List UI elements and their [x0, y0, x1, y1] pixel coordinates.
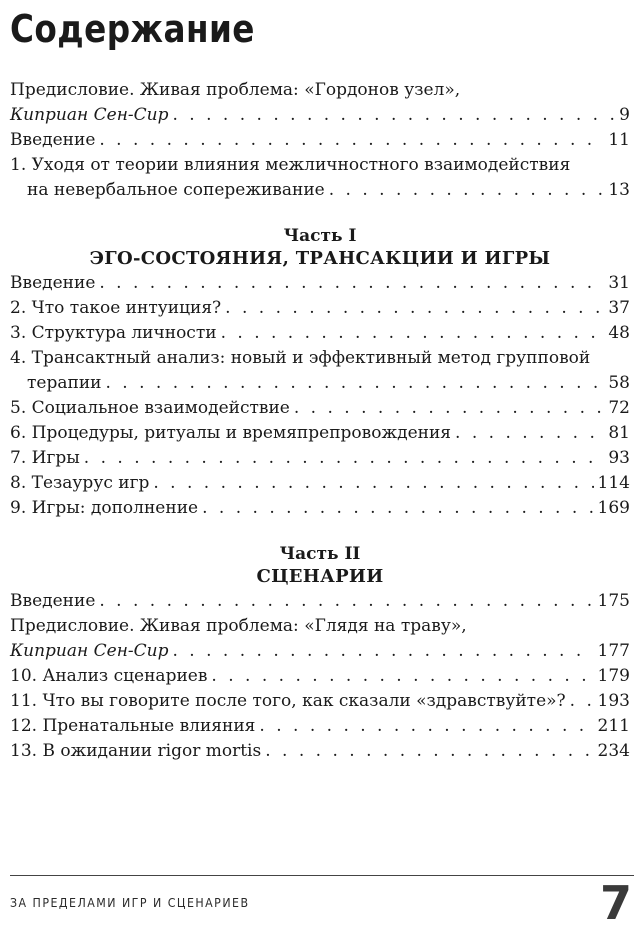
toc-entry-title: 8. Тезаурус игр: [10, 473, 150, 493]
toc-entry-first-line: Предисловие. Живая проблема: «Глядя на траву»,: [10, 616, 467, 636]
toc-entry[interactable]: [10, 271, 630, 296]
dot-leader: [99, 589, 593, 614]
dot-leader: [570, 689, 594, 714]
running-footer: ЗА ПРЕДЕЛАМИ ИГР И СЦЕНАРИЕВ: [10, 896, 250, 910]
toc-entry-title: Киприан Сен-Сир: [10, 105, 169, 125]
toc-entry-title: Киприан Сен-Сир: [10, 641, 169, 661]
toc-entry-page: 58: [608, 373, 630, 393]
dot-leader: [211, 664, 593, 689]
toc-entry-page: 169: [597, 498, 630, 518]
footer-divider: [10, 875, 634, 876]
toc-entry-page: 177: [597, 641, 630, 661]
toc-entry-page: 9: [619, 105, 630, 125]
dot-leader: [99, 128, 604, 153]
dot-leader: [294, 396, 604, 421]
dot-leader: [172, 639, 593, 664]
toc-entry-title: Введение: [10, 130, 96, 150]
front-matter-list: [10, 78, 630, 203]
toc-entry-title: 13. В ожидании rigor mortis: [10, 741, 262, 761]
dot-leader: [259, 714, 593, 739]
part-1-list: [10, 271, 630, 521]
dot-leader: [99, 271, 604, 296]
toc-entry[interactable]: [10, 446, 630, 471]
toc-entry-title: 9. Игры: дополнение: [10, 498, 199, 518]
toc-entry-page: 179: [597, 666, 630, 686]
toc-entry-page: 211: [597, 716, 630, 736]
toc-entry-page: 93: [608, 448, 630, 468]
toc-entry-title: 3. Структура личности: [10, 323, 217, 343]
table-of-contents: [10, 78, 630, 764]
toc-entry-title: 12. Пренатальные влияния: [10, 716, 256, 736]
toc-entry-page: 72: [608, 398, 630, 418]
toc-entry[interactable]: [10, 471, 630, 496]
toc-entry-title: 2. Что такое интуиция?: [10, 298, 222, 318]
toc-entry-title: терапии: [27, 373, 102, 393]
dot-leader: [172, 103, 615, 128]
dot-leader: [105, 371, 604, 396]
toc-entry-title: 6. Процедуры, ритуалы и времяпрепровождения: [10, 423, 452, 443]
toc-entry[interactable]: [10, 664, 630, 689]
toc-entry-title: Введение: [10, 591, 96, 611]
toc-entry-title: Введение: [10, 273, 96, 293]
page-number: 7: [599, 876, 632, 930]
toc-entry[interactable]: [10, 346, 630, 396]
toc-entry[interactable]: [10, 78, 630, 128]
toc-entry-title: на невербальное сопереживание: [27, 180, 325, 200]
page-title: Содержание: [10, 7, 255, 51]
part-1-label: Часть I: [283, 226, 357, 246]
part-1-title: ЭГО-СОСТОЯНИЯ, ТРАНСАКЦИИ И ИГРЫ: [89, 248, 551, 269]
toc-entry-page: 37: [608, 298, 630, 318]
part-2-label: Часть II: [279, 544, 361, 564]
toc-entry[interactable]: [10, 128, 630, 153]
dot-leader: [265, 739, 593, 764]
toc-entry-first-line: 4. Трансактный анализ: новый и эффективный метод групповой: [10, 348, 591, 368]
toc-entry-title: 10. Анализ сценариев: [10, 666, 208, 686]
toc-entry-page: 13: [608, 180, 630, 200]
dot-leader: [153, 471, 593, 496]
toc-entry-first-line: Предисловие. Живая проблема: «Гордонов узел»,: [10, 80, 461, 100]
toc-entry-page: 81: [608, 423, 630, 443]
toc-entry-page: 234: [597, 741, 630, 761]
toc-entry[interactable]: [10, 153, 630, 203]
toc-entry-title: 5. Социальное взаимодействие: [10, 398, 290, 418]
toc-entry[interactable]: [10, 421, 630, 446]
toc-entry[interactable]: [10, 614, 630, 664]
toc-entry-first-line: 1. Уходя от теории влияния межличностного взаимодействия: [10, 155, 571, 175]
toc-entry[interactable]: [10, 714, 630, 739]
toc-entry[interactable]: [10, 496, 630, 521]
toc-entry[interactable]: [10, 739, 630, 764]
toc-entry-page: 114: [597, 473, 630, 493]
toc-entry-page: 48: [608, 323, 630, 343]
dot-leader: [84, 446, 605, 471]
toc-entry[interactable]: [10, 321, 630, 346]
toc-entry-title: 11. Что вы говорите после того, как сказали «здравствуйте»?: [10, 691, 566, 711]
dot-leader: [202, 496, 593, 521]
part-2-title: СЦЕНАРИИ: [256, 566, 384, 587]
dot-leader: [329, 178, 605, 203]
dot-leader: [225, 296, 604, 321]
dot-leader: [455, 421, 604, 446]
dot-leader: [221, 321, 605, 346]
toc-entry[interactable]: [10, 296, 630, 321]
toc-entry-page: 11: [608, 130, 630, 150]
toc-entry[interactable]: [10, 689, 630, 714]
toc-entry-page: 175: [597, 591, 630, 611]
part-2-list: [10, 589, 630, 764]
toc-entry-title: 7. Игры: [10, 448, 80, 468]
toc-entry-page: 31: [608, 273, 630, 293]
toc-entry-page: 193: [597, 691, 630, 711]
toc-entry[interactable]: [10, 589, 630, 614]
toc-entry[interactable]: [10, 396, 630, 421]
